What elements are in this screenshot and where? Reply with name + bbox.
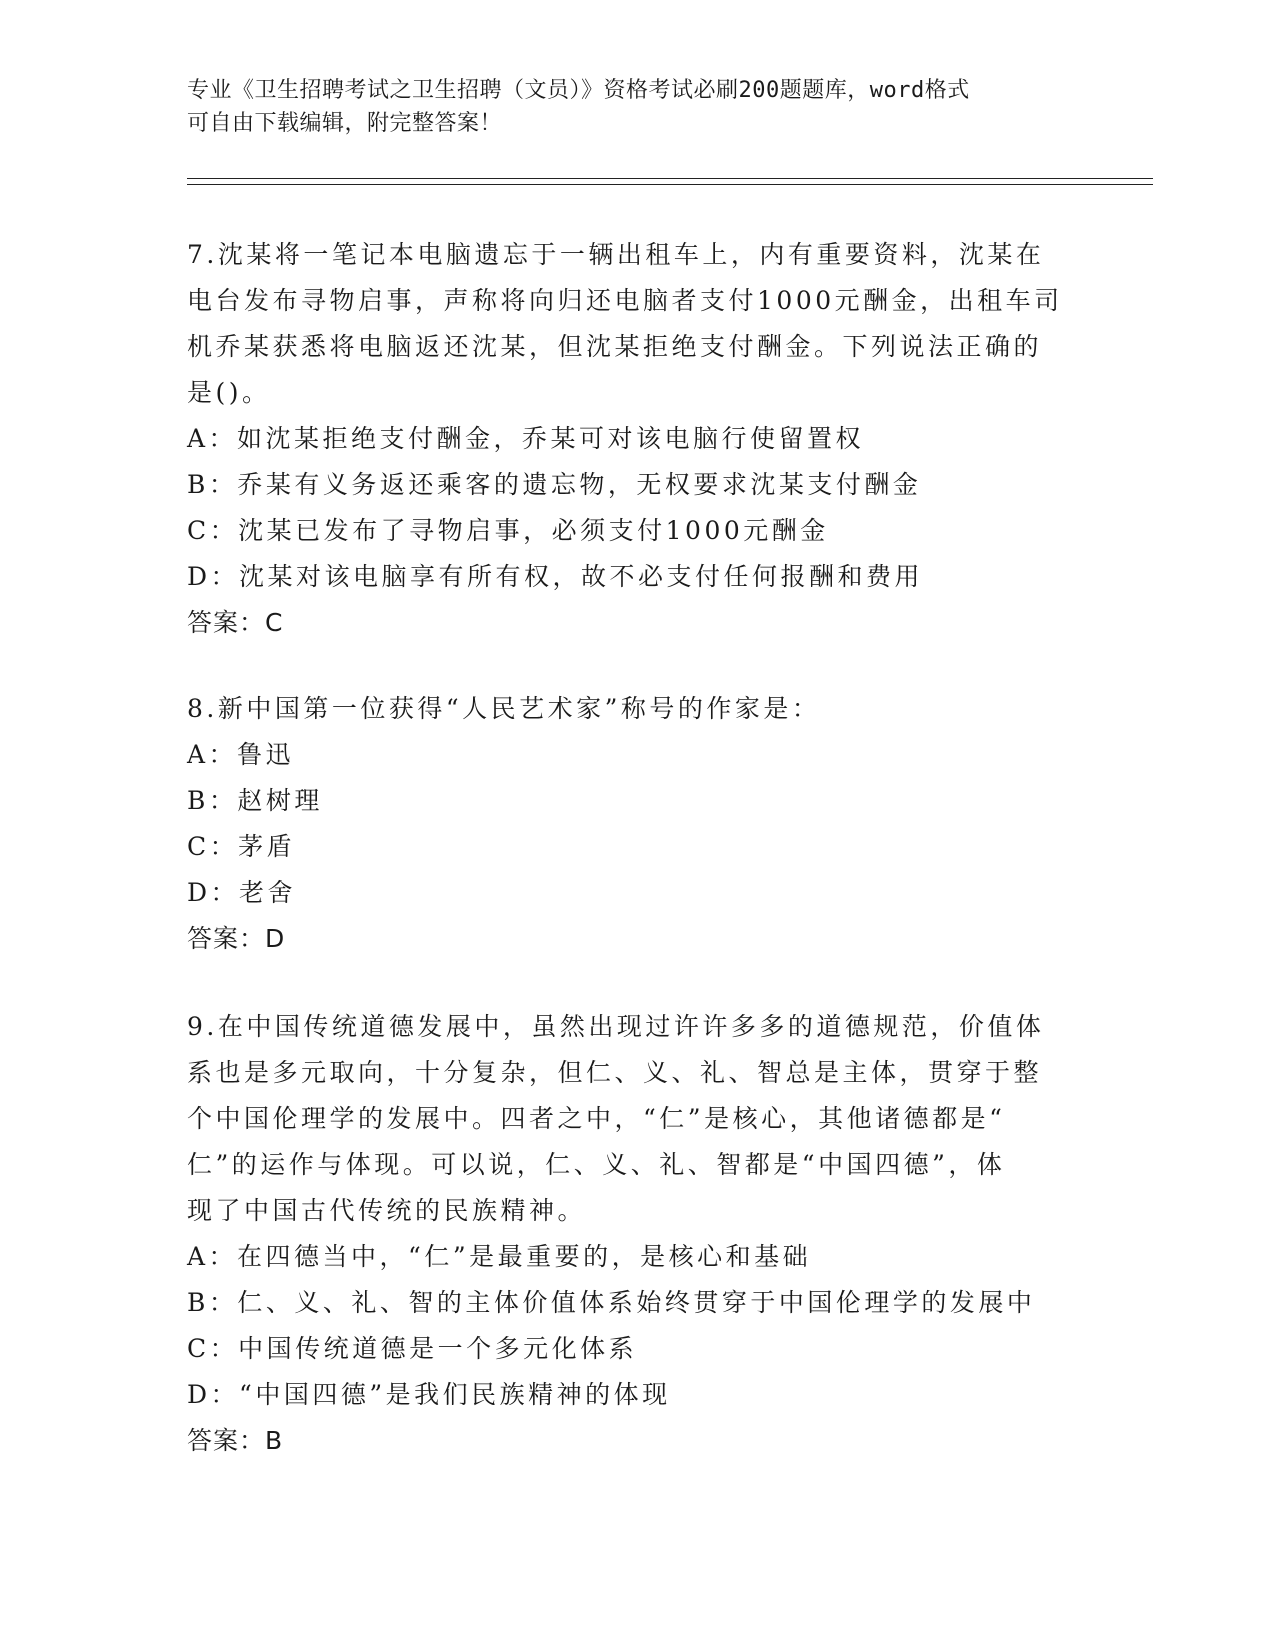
option-d: D：老舍 [187, 878, 297, 907]
header-title-line-1: 专业《卫生招聘考试之卫生招聘（文员）》资格考试必刷200题题库，word格式 [187, 78, 970, 103]
option-d: D：沈某对该电脑享有所有权，故不必支付任何报酬和费用 [187, 562, 924, 591]
header-divider-top [187, 178, 1153, 179]
option-a: A：鲁迅 [187, 740, 295, 769]
option-c: C：沈某已发布了寻物启事，必须支付1000元酬金 [187, 516, 829, 545]
option-a: A：如沈某拒绝支付酬金，乔某可对该电脑行使留置权 [187, 424, 865, 453]
question-stem-line: 个中国伦理学的发展中。四者之中，“仁”是核心，其他诸德都是“ [187, 1104, 1006, 1133]
question-stem-line: 仁”的运作与体现。可以说，仁、义、礼、智都是“中国四德”，体 [187, 1150, 1006, 1179]
option-b: B：乔某有义务返还乘客的遗忘物，无权要求沈某支付酬金 [187, 470, 922, 499]
answer-label: 答案：D [187, 924, 286, 953]
question-8 [187, 686, 1087, 962]
document-header [187, 74, 1087, 140]
option-b: B：仁、义、礼、智的主体价值体系始终贯穿于中国伦理学的发展中 [187, 1288, 1036, 1317]
option-b: B：赵树理 [187, 786, 323, 815]
answer-label: 答案：C [187, 608, 284, 637]
option-c: C：中国传统道德是一个多元化体系 [187, 1334, 638, 1363]
question-stem-line: 是()。 [187, 378, 271, 407]
question-stem-line: 9.在中国传统道德发展中，虽然出现过许许多多的道德规范，价值体 [187, 1012, 1045, 1041]
question-stem-line: 现了中国古代传统的民族精神。 [187, 1196, 587, 1225]
option-a: A：在四德当中，“仁”是最重要的，是核心和基础 [187, 1242, 812, 1271]
question-stem-line: 机乔某获悉将电脑返还沈某，但沈某拒绝支付酬金。下列说法正确的 [187, 332, 1043, 361]
header-divider-bottom [187, 184, 1153, 185]
question-stem-line: 系也是多元取向，十分复杂，但仁、义、礼、智总是主体，贯穿于整 [187, 1058, 1043, 1087]
question-stem-line: 电台发布寻物启事，声称将向归还电脑者支付1000元酬金，出租车司 [187, 286, 1063, 315]
question-9 [187, 1004, 1087, 1464]
header-title-line-2: 可自由下载编辑，附完整答案！ [187, 111, 503, 136]
question-stem-line: 7.沈某将一笔记本电脑遗忘于一辆出租车上，内有重要资料，沈某在 [187, 240, 1045, 269]
option-d: D：“中国四德”是我们民族精神的体现 [187, 1380, 671, 1409]
question-stem-line: 8.新中国第一位获得“人民艺术家”称号的作家是： [187, 694, 821, 723]
option-c: C：茅盾 [187, 832, 296, 861]
question-7 [187, 232, 1087, 646]
answer-label: 答案：B [187, 1426, 284, 1455]
